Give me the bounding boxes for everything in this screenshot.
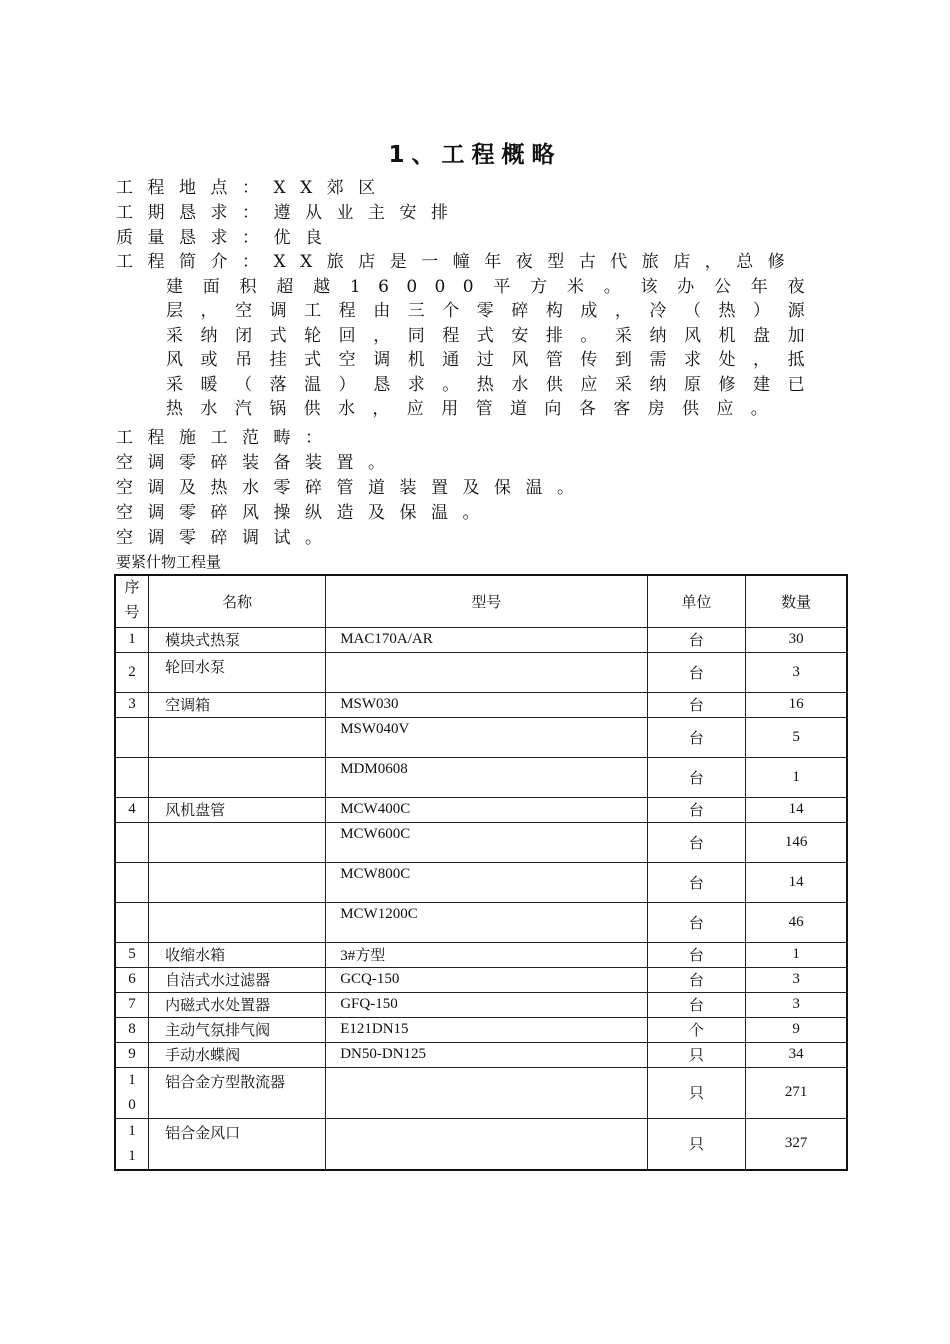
cell-name: [149, 902, 326, 942]
intro-line: 层，空调工程由三个零碎构成，冷（热）源: [166, 301, 822, 322]
cell-unit: 台: [647, 692, 746, 717]
table-row: [115, 1017, 847, 1042]
cell-model: GCQ-150: [326, 967, 647, 992]
scope-label: 工程施工范畴：: [116, 428, 337, 448]
table-row: [115, 797, 847, 822]
cell-name: 手动水蝶阀: [149, 1042, 326, 1067]
cell-qty: 271: [746, 1067, 847, 1118]
cell-qty: 3: [746, 967, 847, 992]
scope-item: 空调零碎装备装置。: [116, 453, 400, 473]
cell-no-glyph: 序: [124, 580, 140, 597]
cell-model: MCW600C: [326, 822, 647, 862]
cell-name: 主动气氛排气阀: [149, 1017, 326, 1042]
intro-line: 采纳闭式轮回，同程式安排。采纳风机盘加: [166, 325, 822, 346]
quality-line: [116, 226, 337, 250]
cell-qty: 1: [746, 757, 847, 797]
cell-no-glyph: 号: [124, 605, 140, 622]
cell-unit: 台: [647, 627, 746, 652]
cell-qty: 9: [746, 1017, 847, 1042]
table-row: [115, 1067, 847, 1118]
cell-name: 内磁式水处置器: [149, 992, 326, 1017]
cell-name: [149, 822, 326, 862]
quality-value: 优良: [273, 228, 337, 248]
cell-model: GFQ-150: [326, 992, 647, 1017]
cell-unit: 台: [647, 797, 746, 822]
cell-qty: 3: [746, 652, 847, 692]
cell-model: 3#方型: [326, 942, 647, 967]
cell-unit: 只: [647, 1118, 746, 1170]
cell-name: 自洁式水过滤器: [149, 967, 326, 992]
header-unit: 单位: [647, 575, 746, 627]
cell-model: MSW030: [326, 692, 647, 717]
table-row: [115, 992, 847, 1017]
cell-qty: 146: [746, 822, 847, 862]
cell-unit: 台: [647, 902, 746, 942]
cell-model: E121DN15: [326, 1017, 647, 1042]
cell-no-glyph: 1: [128, 1147, 136, 1164]
cell-name: 模块式热泵: [149, 627, 326, 652]
cell-unit: 台: [647, 822, 746, 862]
table-row: [115, 1042, 847, 1067]
cell-qty: 46: [746, 902, 847, 942]
quality-label: 质量恳求：: [116, 228, 274, 248]
cell-unit: 台: [647, 967, 746, 992]
cell-model: DN50-DN125: [326, 1042, 647, 1067]
cell-no: 1: [115, 627, 149, 652]
cell-qty: 30: [746, 627, 847, 652]
project-intro: [116, 250, 822, 422]
scope-item: 空调及热水零碎管道装置及保温。: [116, 478, 589, 498]
location-line: [116, 176, 390, 200]
cell-name: 轮回水泵: [149, 652, 326, 692]
cell-name: [149, 862, 326, 902]
header-name: 名称: [149, 575, 326, 627]
cell-no-glyph: 0: [128, 1096, 136, 1113]
cell-no: [115, 822, 149, 862]
cell-model: [326, 652, 647, 692]
cell-no: 3: [115, 692, 149, 717]
cell-no: 8: [115, 1017, 149, 1042]
header-qty: 数量: [746, 575, 847, 627]
cell-model: MSW040V: [326, 717, 647, 757]
cell-no-glyph: 1: [128, 1122, 136, 1139]
cell-qty: 5: [746, 717, 847, 757]
period-value: 遵从业主安排: [273, 203, 463, 223]
cell-no: [115, 902, 149, 942]
table-row: [115, 692, 847, 717]
intro-line: 建面积超越16000平方米。该办公年夜: [166, 276, 822, 297]
cell-unit: 个: [647, 1017, 746, 1042]
cell-qty: 327: [746, 1118, 847, 1170]
cell-model: MCW800C: [326, 862, 647, 902]
header-model: 型号: [326, 575, 647, 627]
cell-model: [326, 1067, 647, 1118]
cell-name: [149, 717, 326, 757]
table-caption: 要紧什物工程量: [116, 553, 222, 571]
header-no: [115, 575, 149, 627]
location-label: 工程地点：: [116, 178, 274, 198]
cell-model: MCW400C: [326, 797, 647, 822]
cell-unit: 台: [647, 862, 746, 902]
scope-item: 空调零碎风操纵造及保温。: [116, 503, 494, 523]
table-row: [115, 862, 847, 902]
cell-name: [149, 757, 326, 797]
cell-no: 2: [115, 652, 149, 692]
cell-qty: 1: [746, 942, 847, 967]
cell-name: 空调箱: [149, 692, 326, 717]
cell-name: 铝合金方型散流器: [149, 1067, 326, 1118]
cell-no: 5: [115, 942, 149, 967]
intro-line: XX旅店是一幢年夜型古代旅店，总修: [273, 252, 800, 272]
cell-no: [115, 757, 149, 797]
intro-body: [166, 275, 822, 423]
intro-line: 采暖（落温）恳求。热水供应采纳原修建已: [166, 374, 822, 395]
cell-no: 6: [115, 967, 149, 992]
intro-label: 工程简介：: [116, 252, 274, 272]
period-line: [116, 201, 463, 225]
table-row: [115, 942, 847, 967]
cell-qty: 16: [746, 692, 847, 717]
intro-first-line: [116, 250, 822, 275]
cell-name: 铝合金风口: [149, 1118, 326, 1170]
cell-model: [326, 1118, 647, 1170]
cell-name: 风机盘管: [149, 797, 326, 822]
cell-unit: 台: [647, 652, 746, 692]
cell-unit: 台: [647, 942, 746, 967]
cell-unit: 台: [647, 717, 746, 757]
cell-no: 7: [115, 992, 149, 1017]
cell-qty: 3: [746, 992, 847, 1017]
table-row: [115, 967, 847, 992]
quantity-table: [114, 574, 848, 1171]
intro-line: 热水汽锅供水，应用管道向各客房供应。: [166, 399, 786, 420]
cell-unit: 台: [647, 992, 746, 1017]
cell-no: [115, 1067, 149, 1118]
cell-unit: 只: [647, 1067, 746, 1118]
table-row: [115, 757, 847, 797]
cell-model: MCW1200C: [326, 902, 647, 942]
cell-unit: 只: [647, 1042, 746, 1067]
cell-qty: 14: [746, 797, 847, 822]
intro-line: 风或吊挂式空调机通过风管传到需求处，抵: [166, 350, 822, 371]
location-value: XX郊区: [273, 178, 390, 198]
table-row: [115, 717, 847, 757]
cell-no: [115, 1118, 149, 1170]
table-row: [115, 627, 847, 652]
cell-model: MAC170A/AR: [326, 627, 647, 652]
cell-unit: 台: [647, 757, 746, 797]
cell-no: [115, 862, 149, 902]
table-row: [115, 902, 847, 942]
cell-no: 9: [115, 1042, 149, 1067]
cell-model: MDM0608: [326, 757, 647, 797]
table-header-row: [115, 575, 847, 627]
section-title: 1、工程概略: [388, 142, 562, 168]
period-label: 工期恳求：: [116, 203, 274, 223]
table-row: [115, 1118, 847, 1170]
scope-item: 空调零碎调试。: [116, 528, 337, 548]
cell-name: 收缩水箱: [149, 942, 326, 967]
table-row: [115, 652, 847, 692]
cell-no: [115, 717, 149, 757]
cell-qty: 34: [746, 1042, 847, 1067]
table-row: [115, 822, 847, 862]
cell-no-glyph: 1: [128, 1071, 136, 1088]
cell-qty: 14: [746, 862, 847, 902]
cell-no: 4: [115, 797, 149, 822]
